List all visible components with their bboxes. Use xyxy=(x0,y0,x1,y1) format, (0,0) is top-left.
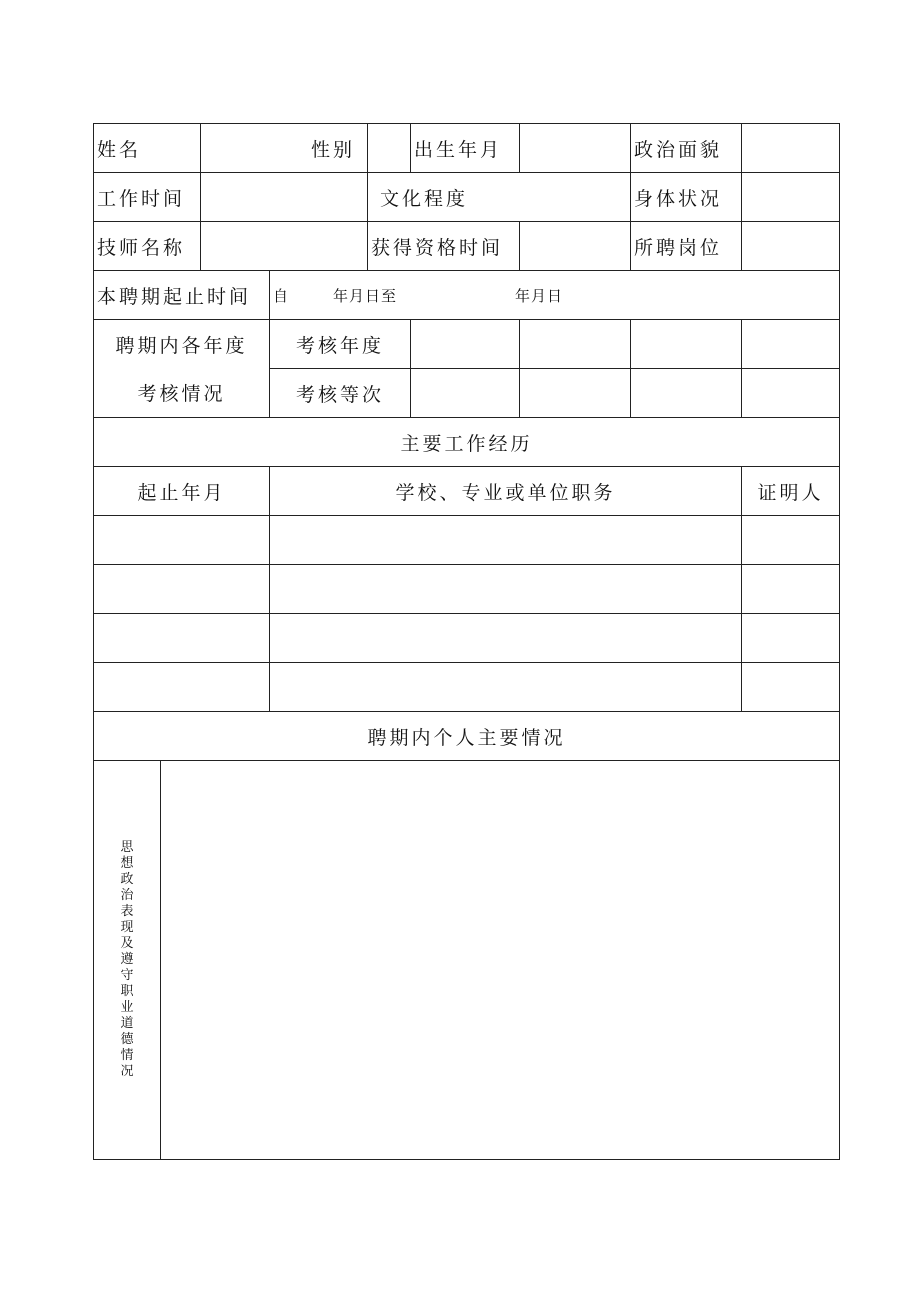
gender-label: 性别 xyxy=(201,124,368,173)
school-cell[interactable] xyxy=(270,565,742,614)
period-cell[interactable] xyxy=(94,516,270,565)
assessment-label-line1: 聘期内各年度 xyxy=(94,320,270,369)
basic-row-2 xyxy=(94,173,840,222)
birth-label: 出生年月 xyxy=(411,124,520,173)
assessment-grade-4[interactable] xyxy=(742,369,840,418)
personal-title-row xyxy=(94,712,840,761)
assessment-row-grade xyxy=(94,369,840,418)
term-ymd-to: 年月日至 xyxy=(333,286,398,305)
assessment-year-4[interactable] xyxy=(742,320,840,369)
period-cell[interactable] xyxy=(94,614,270,663)
post-value[interactable] xyxy=(742,222,840,271)
education-label: 文化程度 xyxy=(368,173,631,222)
col-witness: 证明人 xyxy=(742,467,840,516)
term-label: 本聘期起止时间 xyxy=(94,271,270,320)
term-row xyxy=(94,271,840,320)
col-school: 学校、专业或单位职务 xyxy=(270,467,742,516)
period-cell[interactable] xyxy=(94,565,270,614)
assessment-grade-3[interactable] xyxy=(631,369,742,418)
birth-value[interactable] xyxy=(520,124,631,173)
work-history-title: 主要工作经历 xyxy=(94,418,840,467)
witness-cell[interactable] xyxy=(742,565,840,614)
health-label: 身体状况 xyxy=(631,173,742,222)
assessment-year-label: 考核年度 xyxy=(270,320,411,369)
ethics-content[interactable] xyxy=(161,761,840,1160)
work-history-header-row xyxy=(94,467,840,516)
qual-time-label: 获得资格时间 xyxy=(368,222,520,271)
school-cell[interactable] xyxy=(270,516,742,565)
personal-title: 聘期内个人主要情况 xyxy=(94,712,840,761)
gender-value[interactable] xyxy=(368,124,411,173)
politics-value[interactable] xyxy=(742,124,840,173)
assessment-year-2[interactable] xyxy=(520,320,631,369)
assessment-row-year xyxy=(94,320,840,369)
assessment-grade-2[interactable] xyxy=(520,369,631,418)
col-period: 起止年月 xyxy=(94,467,270,516)
work-history-title-row xyxy=(94,418,840,467)
table-row xyxy=(94,565,840,614)
basic-row-1 xyxy=(94,124,840,173)
name-label: 姓名 xyxy=(94,124,201,173)
witness-cell[interactable] xyxy=(742,614,840,663)
term-value[interactable] xyxy=(270,271,840,320)
assessment-grade-1[interactable] xyxy=(411,369,520,418)
work-time-label: 工作时间 xyxy=(94,173,201,222)
table-row xyxy=(94,516,840,565)
ethics-label: 思想政治表现及遵守职业道德情况 xyxy=(120,840,134,1079)
post-label: 所聘岗位 xyxy=(631,222,742,271)
assessment-year-1[interactable] xyxy=(411,320,520,369)
period-cell[interactable] xyxy=(94,663,270,712)
basic-row-3 xyxy=(94,222,840,271)
politics-label: 政治面貌 xyxy=(631,124,742,173)
witness-cell[interactable] xyxy=(742,663,840,712)
assessment-label-line2: 考核情况 xyxy=(94,369,270,418)
title-value[interactable] xyxy=(201,222,368,271)
health-value[interactable] xyxy=(742,173,840,222)
table-row xyxy=(94,614,840,663)
qual-time-value[interactable] xyxy=(520,222,631,271)
appointment-form xyxy=(93,123,840,1160)
title-label: 技师名称 xyxy=(94,222,201,271)
witness-cell[interactable] xyxy=(742,516,840,565)
school-cell[interactable] xyxy=(270,663,742,712)
term-ymd: 年月日 xyxy=(515,286,564,305)
assessment-grade-label: 考核等次 xyxy=(270,369,411,418)
ethics-label-cell xyxy=(94,761,161,1160)
assessment-year-3[interactable] xyxy=(631,320,742,369)
work-time-value[interactable] xyxy=(201,173,368,222)
term-from: 自 xyxy=(273,286,290,305)
table-row xyxy=(94,663,840,712)
school-cell[interactable] xyxy=(270,614,742,663)
ethics-row xyxy=(94,761,840,1160)
